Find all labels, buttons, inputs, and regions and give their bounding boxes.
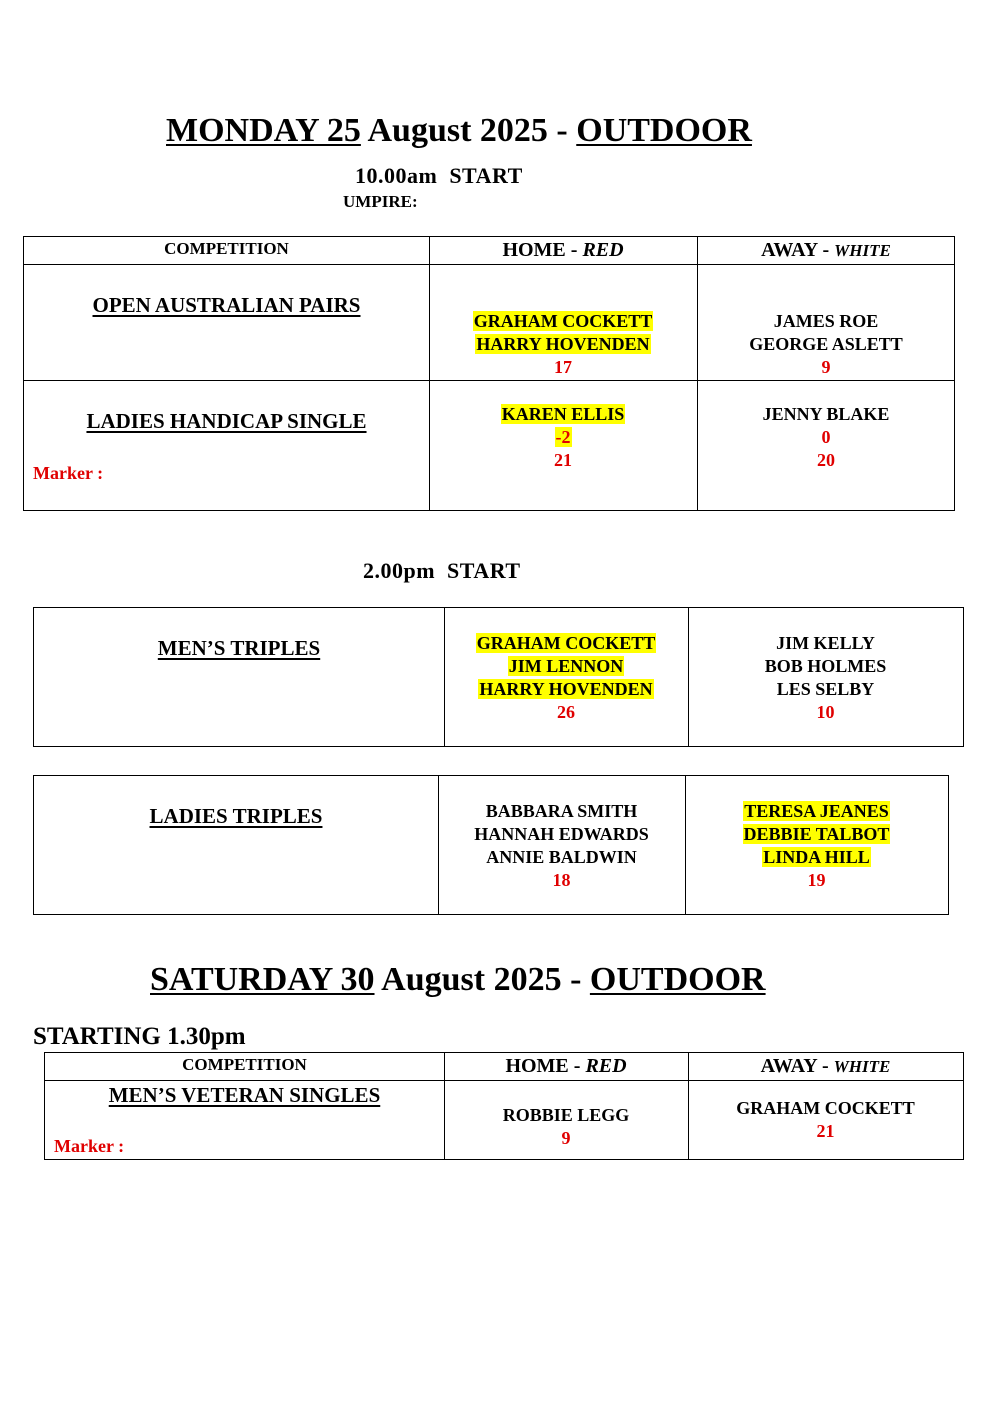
session2-start: 2.00pm START	[363, 558, 521, 583]
player: KAREN ELLIS	[501, 404, 625, 424]
saturday-venue: OUTDOOR	[589, 961, 766, 998]
home-team-mens-triples	[444, 632, 688, 724]
header-home: HOME - RED	[502, 239, 624, 261]
competition-ladies-handicap-single: LADIES HANDICAP SINGLE	[86, 409, 367, 433]
away-team-veteran	[688, 1097, 963, 1143]
saturday-title	[150, 961, 766, 999]
away-score: 20	[817, 450, 835, 470]
monday-venue: OUTDOOR	[576, 112, 752, 149]
monday-month: August 2025 -	[360, 112, 577, 149]
header-away: AWAY - WHITE	[761, 239, 891, 261]
away-score: 19	[807, 870, 826, 890]
away-team-ladies-triples	[685, 800, 948, 892]
mens-triples-table	[33, 607, 964, 747]
home-handicap: -2	[555, 427, 571, 447]
away-score: 21	[816, 1121, 835, 1141]
session1-table	[23, 236, 955, 511]
home-score: 18	[552, 870, 571, 890]
header-away: AWAY - WHITE	[760, 1055, 891, 1077]
player: HARRY HOVENDEN	[476, 334, 650, 354]
player: JIM LENNON	[508, 656, 624, 676]
home-team-handicap	[429, 403, 697, 472]
away-team-pairs	[697, 310, 955, 379]
saturday-day: SATURDAY 30	[150, 961, 375, 998]
player: JENNY BLAKE	[762, 404, 890, 424]
header-competition: COMPETITION	[182, 1055, 307, 1074]
player: BOB HOLMES	[764, 656, 887, 676]
competition-ladies-triples: LADIES TRIPLES	[149, 804, 323, 828]
player: GRAHAM COCKETT	[736, 1098, 915, 1118]
marker-label: Marker :	[54, 1136, 125, 1156]
player: JAMES ROE	[773, 311, 879, 331]
saturday-table	[44, 1052, 964, 1160]
player: LINDA HILL	[763, 847, 870, 867]
away-score: 10	[816, 702, 835, 722]
home-score: 9	[561, 1128, 571, 1148]
home-team-ladies-triples	[438, 800, 685, 892]
home-team-veteran	[444, 1104, 688, 1150]
away-team-handicap	[697, 403, 955, 472]
monday-title	[166, 112, 752, 150]
player: DEBBIE TALBOT	[743, 824, 890, 844]
away-handicap: 0	[821, 427, 831, 447]
away-team-mens-triples	[688, 632, 963, 724]
player: HARRY HOVENDEN	[479, 679, 653, 699]
marker-label: Marker :	[33, 463, 104, 483]
player: HANNAH EDWARDS	[474, 824, 649, 844]
player: GRAHAM COCKETT	[476, 633, 656, 653]
umpire-label: UMPIRE:	[343, 192, 418, 211]
session1-start: 10.00am START	[355, 163, 523, 188]
home-score: 21	[554, 450, 572, 470]
header-home: HOME - RED	[505, 1055, 627, 1077]
home-team-pairs	[429, 310, 697, 379]
saturday-month: August 2025 -	[374, 961, 590, 998]
home-score: 17	[554, 357, 572, 377]
competition-mens-triples: MEN’S TRIPLES	[157, 636, 321, 660]
player: ROBBIE LEGG	[502, 1105, 630, 1125]
ladies-triples-table	[33, 775, 949, 915]
away-score: 9	[821, 357, 831, 377]
player: GRAHAM COCKETT	[473, 311, 653, 331]
player: GEORGE ASLETT	[749, 334, 903, 354]
saturday-start: STARTING 1.30pm	[33, 1023, 246, 1050]
competition-mens-veteran-singles: MEN’S VETERAN SINGLES	[108, 1083, 381, 1107]
header-competition: COMPETITION	[164, 239, 289, 258]
player: BABBARA SMITH	[485, 801, 638, 821]
competition-open-australian-pairs: OPEN AUSTRALIAN PAIRS	[92, 293, 361, 317]
monday-day: MONDAY 25	[166, 112, 361, 149]
player: JIM KELLY	[776, 633, 875, 653]
player: LES SELBY	[776, 679, 875, 699]
player: TERESA JEANES	[744, 801, 889, 821]
home-score: 26	[557, 702, 575, 722]
player: ANNIE BALDWIN	[486, 847, 637, 867]
